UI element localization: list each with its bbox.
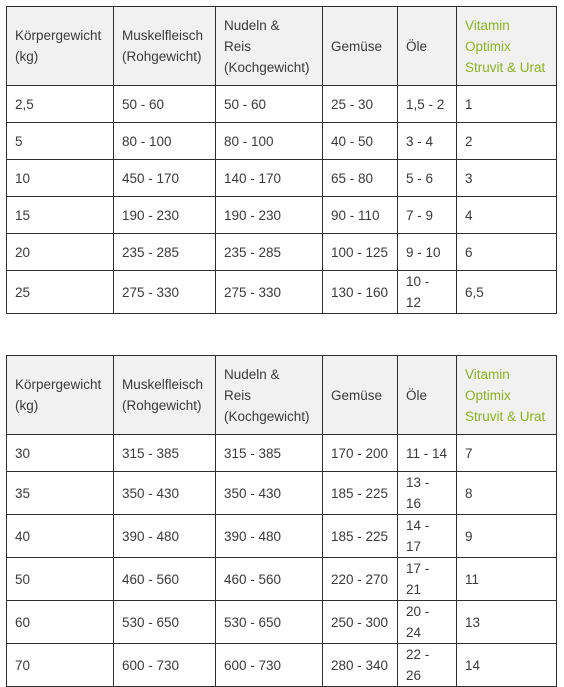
cell-vegetables: 280 - 340 — [323, 644, 398, 687]
cell-muscle-meat: 315 - 385 — [114, 435, 216, 472]
table-row — [7, 86, 557, 123]
cell-vitamin: 6 — [457, 234, 557, 271]
cell-pasta-rice: 50 - 60 — [216, 86, 323, 123]
header-oils: Öle — [398, 356, 457, 435]
cell-pasta-rice: 350 - 430 — [216, 472, 323, 515]
cell-muscle-meat: 530 - 650 — [114, 601, 216, 644]
cell-vegetables: 185 - 225 — [323, 515, 398, 558]
cell-pasta-rice: 140 - 170 — [216, 160, 323, 197]
cell-vitamin: 14 — [457, 644, 557, 687]
cell-vitamin: 11 — [457, 558, 557, 601]
cell-oils: 10 - 12 — [398, 271, 457, 314]
cell-oils: 1,5 - 2 — [398, 86, 457, 123]
cell-muscle-meat: 50 - 60 — [114, 86, 216, 123]
cell-body-weight: 20 — [7, 234, 114, 271]
cell-vegetables: 90 - 110 — [323, 197, 398, 234]
cell-pasta-rice: 460 - 560 — [216, 558, 323, 601]
cell-pasta-rice: 80 - 100 — [216, 123, 323, 160]
cell-vitamin: 4 — [457, 197, 557, 234]
cell-muscle-meat: 390 - 480 — [114, 515, 216, 558]
table-row — [7, 197, 557, 234]
table-row — [7, 234, 557, 271]
table-row — [7, 644, 557, 687]
cell-vitamin: 8 — [457, 472, 557, 515]
cell-pasta-rice: 235 - 285 — [216, 234, 323, 271]
cell-body-weight: 30 — [7, 435, 114, 472]
feeding-table-small-weights — [6, 6, 557, 314]
cell-oils: 7 - 9 — [398, 197, 457, 234]
table-row — [7, 601, 557, 644]
header-body-weight: Körpergewicht (kg) — [7, 356, 114, 435]
cell-pasta-rice: 390 - 480 — [216, 515, 323, 558]
cell-vitamin: 13 — [457, 601, 557, 644]
header-row — [7, 356, 557, 435]
header-oils: Öle — [398, 7, 457, 86]
cell-vitamin: 3 — [457, 160, 557, 197]
header-vitamin-optimix: Vitamin Optimix Struvit & Urat — [457, 356, 557, 435]
header-vegetables: Gemüse — [323, 356, 398, 435]
table-row — [7, 515, 557, 558]
cell-muscle-meat: 350 - 430 — [114, 472, 216, 515]
cell-oils: 5 - 6 — [398, 160, 457, 197]
cell-vegetables: 40 - 50 — [323, 123, 398, 160]
cell-vitamin: 1 — [457, 86, 557, 123]
cell-body-weight: 2,5 — [7, 86, 114, 123]
cell-muscle-meat: 80 - 100 — [114, 123, 216, 160]
cell-oils: 17 - 21 — [398, 558, 457, 601]
cell-vitamin: 2 — [457, 123, 557, 160]
header-vegetables: Gemüse — [323, 7, 398, 86]
cell-oils: 3 - 4 — [398, 123, 457, 160]
header-vitamin-optimix: Vitamin Optimix Struvit & Urat — [457, 7, 557, 86]
cell-vegetables: 220 - 270 — [323, 558, 398, 601]
cell-vegetables: 185 - 225 — [323, 472, 398, 515]
cell-vegetables: 100 - 125 — [323, 234, 398, 271]
cell-vegetables: 25 - 30 — [323, 86, 398, 123]
cell-muscle-meat: 460 - 560 — [114, 558, 216, 601]
table-row — [7, 160, 557, 197]
cell-muscle-meat: 190 - 230 — [114, 197, 216, 234]
header-muscle-meat: Muskelfleisch (Rohgewicht) — [114, 356, 216, 435]
cell-body-weight: 25 — [7, 271, 114, 314]
cell-vitamin: 6,5 — [457, 271, 557, 314]
cell-oils: 20 - 24 — [398, 601, 457, 644]
table-row — [7, 123, 557, 160]
cell-body-weight: 50 — [7, 558, 114, 601]
header-body-weight: Körpergewicht (kg) — [7, 7, 114, 86]
cell-body-weight: 15 — [7, 197, 114, 234]
cell-vegetables: 130 - 160 — [323, 271, 398, 314]
table-row — [7, 472, 557, 515]
cell-muscle-meat: 235 - 285 — [114, 234, 216, 271]
header-muscle-meat: Muskelfleisch (Rohgewicht) — [114, 7, 216, 86]
table-row — [7, 558, 557, 601]
header-pasta-rice: Nudeln & Reis (Kochgewicht) — [216, 356, 323, 435]
cell-oils: 11 - 14 — [398, 435, 457, 472]
cell-pasta-rice: 530 - 650 — [216, 601, 323, 644]
feeding-table-large-weights — [6, 355, 557, 687]
header-pasta-rice: Nudeln & Reis (Kochgewicht) — [216, 7, 323, 86]
cell-vitamin: 9 — [457, 515, 557, 558]
cell-oils: 13 - 16 — [398, 472, 457, 515]
cell-body-weight: 10 — [7, 160, 114, 197]
cell-body-weight: 40 — [7, 515, 114, 558]
cell-oils: 22 - 26 — [398, 644, 457, 687]
cell-pasta-rice: 275 - 330 — [216, 271, 323, 314]
cell-muscle-meat: 275 - 330 — [114, 271, 216, 314]
header-row — [7, 7, 557, 86]
cell-body-weight: 60 — [7, 601, 114, 644]
cell-muscle-meat: 600 - 730 — [114, 644, 216, 687]
table-row — [7, 271, 557, 314]
cell-pasta-rice: 600 - 730 — [216, 644, 323, 687]
cell-vegetables: 65 - 80 — [323, 160, 398, 197]
cell-muscle-meat: 450 - 170 — [114, 160, 216, 197]
cell-body-weight: 5 — [7, 123, 114, 160]
cell-oils: 14 - 17 — [398, 515, 457, 558]
cell-pasta-rice: 315 - 385 — [216, 435, 323, 472]
table-row — [7, 435, 557, 472]
cell-body-weight: 70 — [7, 644, 114, 687]
cell-vegetables: 170 - 200 — [323, 435, 398, 472]
cell-pasta-rice: 190 - 230 — [216, 197, 323, 234]
cell-vitamin: 7 — [457, 435, 557, 472]
cell-oils: 9 - 10 — [398, 234, 457, 271]
cell-body-weight: 35 — [7, 472, 114, 515]
cell-vegetables: 250 - 300 — [323, 601, 398, 644]
